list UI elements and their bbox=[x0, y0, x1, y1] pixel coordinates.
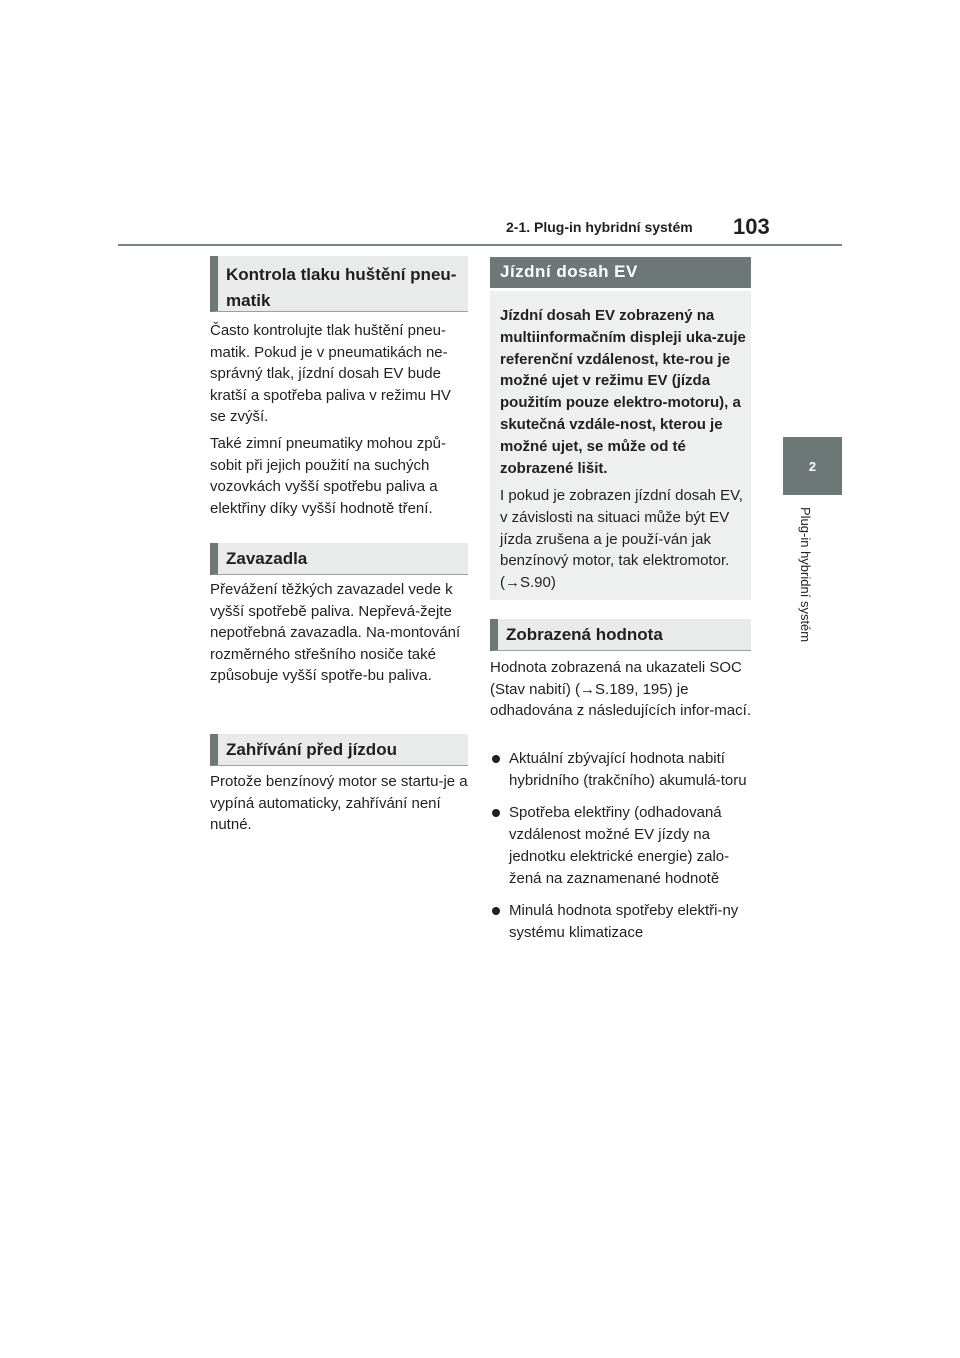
list-item: Spotřeba elektřiny (odhadovaná vzdálenost možné EV jízdy na jednotku elektrické energie) zalo-žená na zaznamenané hodnotě bbox=[490, 802, 752, 890]
heading-tire-pressure: Kontrola tlaku huštění pneu-matik bbox=[210, 256, 468, 312]
list-item: Aktuální zbývající hodnota nabití hybridního (trakčního) akumulá-toru bbox=[490, 748, 752, 792]
paragraph-winter-tires: Také zimní pneumatiky mohou způ-sobit při jejich použití na suchých vozovkách vyšší spotřebu paliva a elektřiny díky vyšší hodnotě tření. bbox=[210, 435, 446, 517]
paragraph-tire-pressure: Často kontrolujte tlak huštění pneu-matik. Pokud je v pneumatikách ne-správný tlak, jízdní dosah EV bude kratší a spotřeba paliva v režimu HV se zvýší. bbox=[210, 322, 451, 425]
header-divider bbox=[118, 244, 842, 246]
heading-luggage: Zavazadla bbox=[210, 543, 468, 575]
paragraph-luggage: Převážení těžkých zavazadel vede k vyšší spotřebě paliva. Nepřevá-žejte nepotřebná zavazadla. Na-montování rozměrného střešního nosiče také způsobuje vyšší spotře-bu paliva. bbox=[210, 581, 461, 684]
chapter-number: 2 bbox=[808, 458, 817, 474]
paragraph-warm-up: Protože benzínový motor se startu-je a vypíná automaticky, zahřívání není nutné. bbox=[210, 773, 468, 833]
paragraph-displayed-value: Hodnota zobrazená na ukazateli SOC (Stav nabití) (→S.189, 195) je odhadována z následujících infor-mací. bbox=[490, 659, 751, 719]
list-item: Minulá hodnota spotřeby elektři-ny systému klimatizace bbox=[490, 900, 752, 944]
ev-range-bold-text: Jízdní dosah EV zobrazený na multiinformačním displeji uka-zuje referenční vzdálenost, kte-rou je možné ujet v režimu EV (jízda použitím pouze elektro-motoru), a skutečná vzdále-nost, kterou je možné ujet, se může od té zobrazené lišit. bbox=[500, 307, 746, 477]
ev-range-text: I pokud je zobrazen jízdní dosah EV, v závislosti na situaci může být EV jízda zrušena a je použí-ván jak benzínový motor, tak elektromotor. (→S.90) bbox=[500, 487, 743, 592]
heading-warm-up: Zahřívání před jízdou bbox=[210, 734, 468, 766]
heading-displayed-value: Zobrazená hodnota bbox=[490, 619, 751, 651]
section-title: 2-1. Plug-in hybridní systém bbox=[506, 219, 693, 235]
chapter-tab bbox=[783, 437, 842, 495]
heading-ev-range: Jízdní dosah EV bbox=[490, 257, 751, 288]
chapter-label: Plug-in hybridní systém bbox=[798, 507, 813, 643]
page-number: 103 bbox=[733, 214, 770, 239]
bullet-icon bbox=[492, 907, 500, 915]
bullet-list bbox=[490, 748, 752, 954]
bullet-icon bbox=[492, 755, 500, 763]
bullet-icon bbox=[492, 809, 500, 817]
